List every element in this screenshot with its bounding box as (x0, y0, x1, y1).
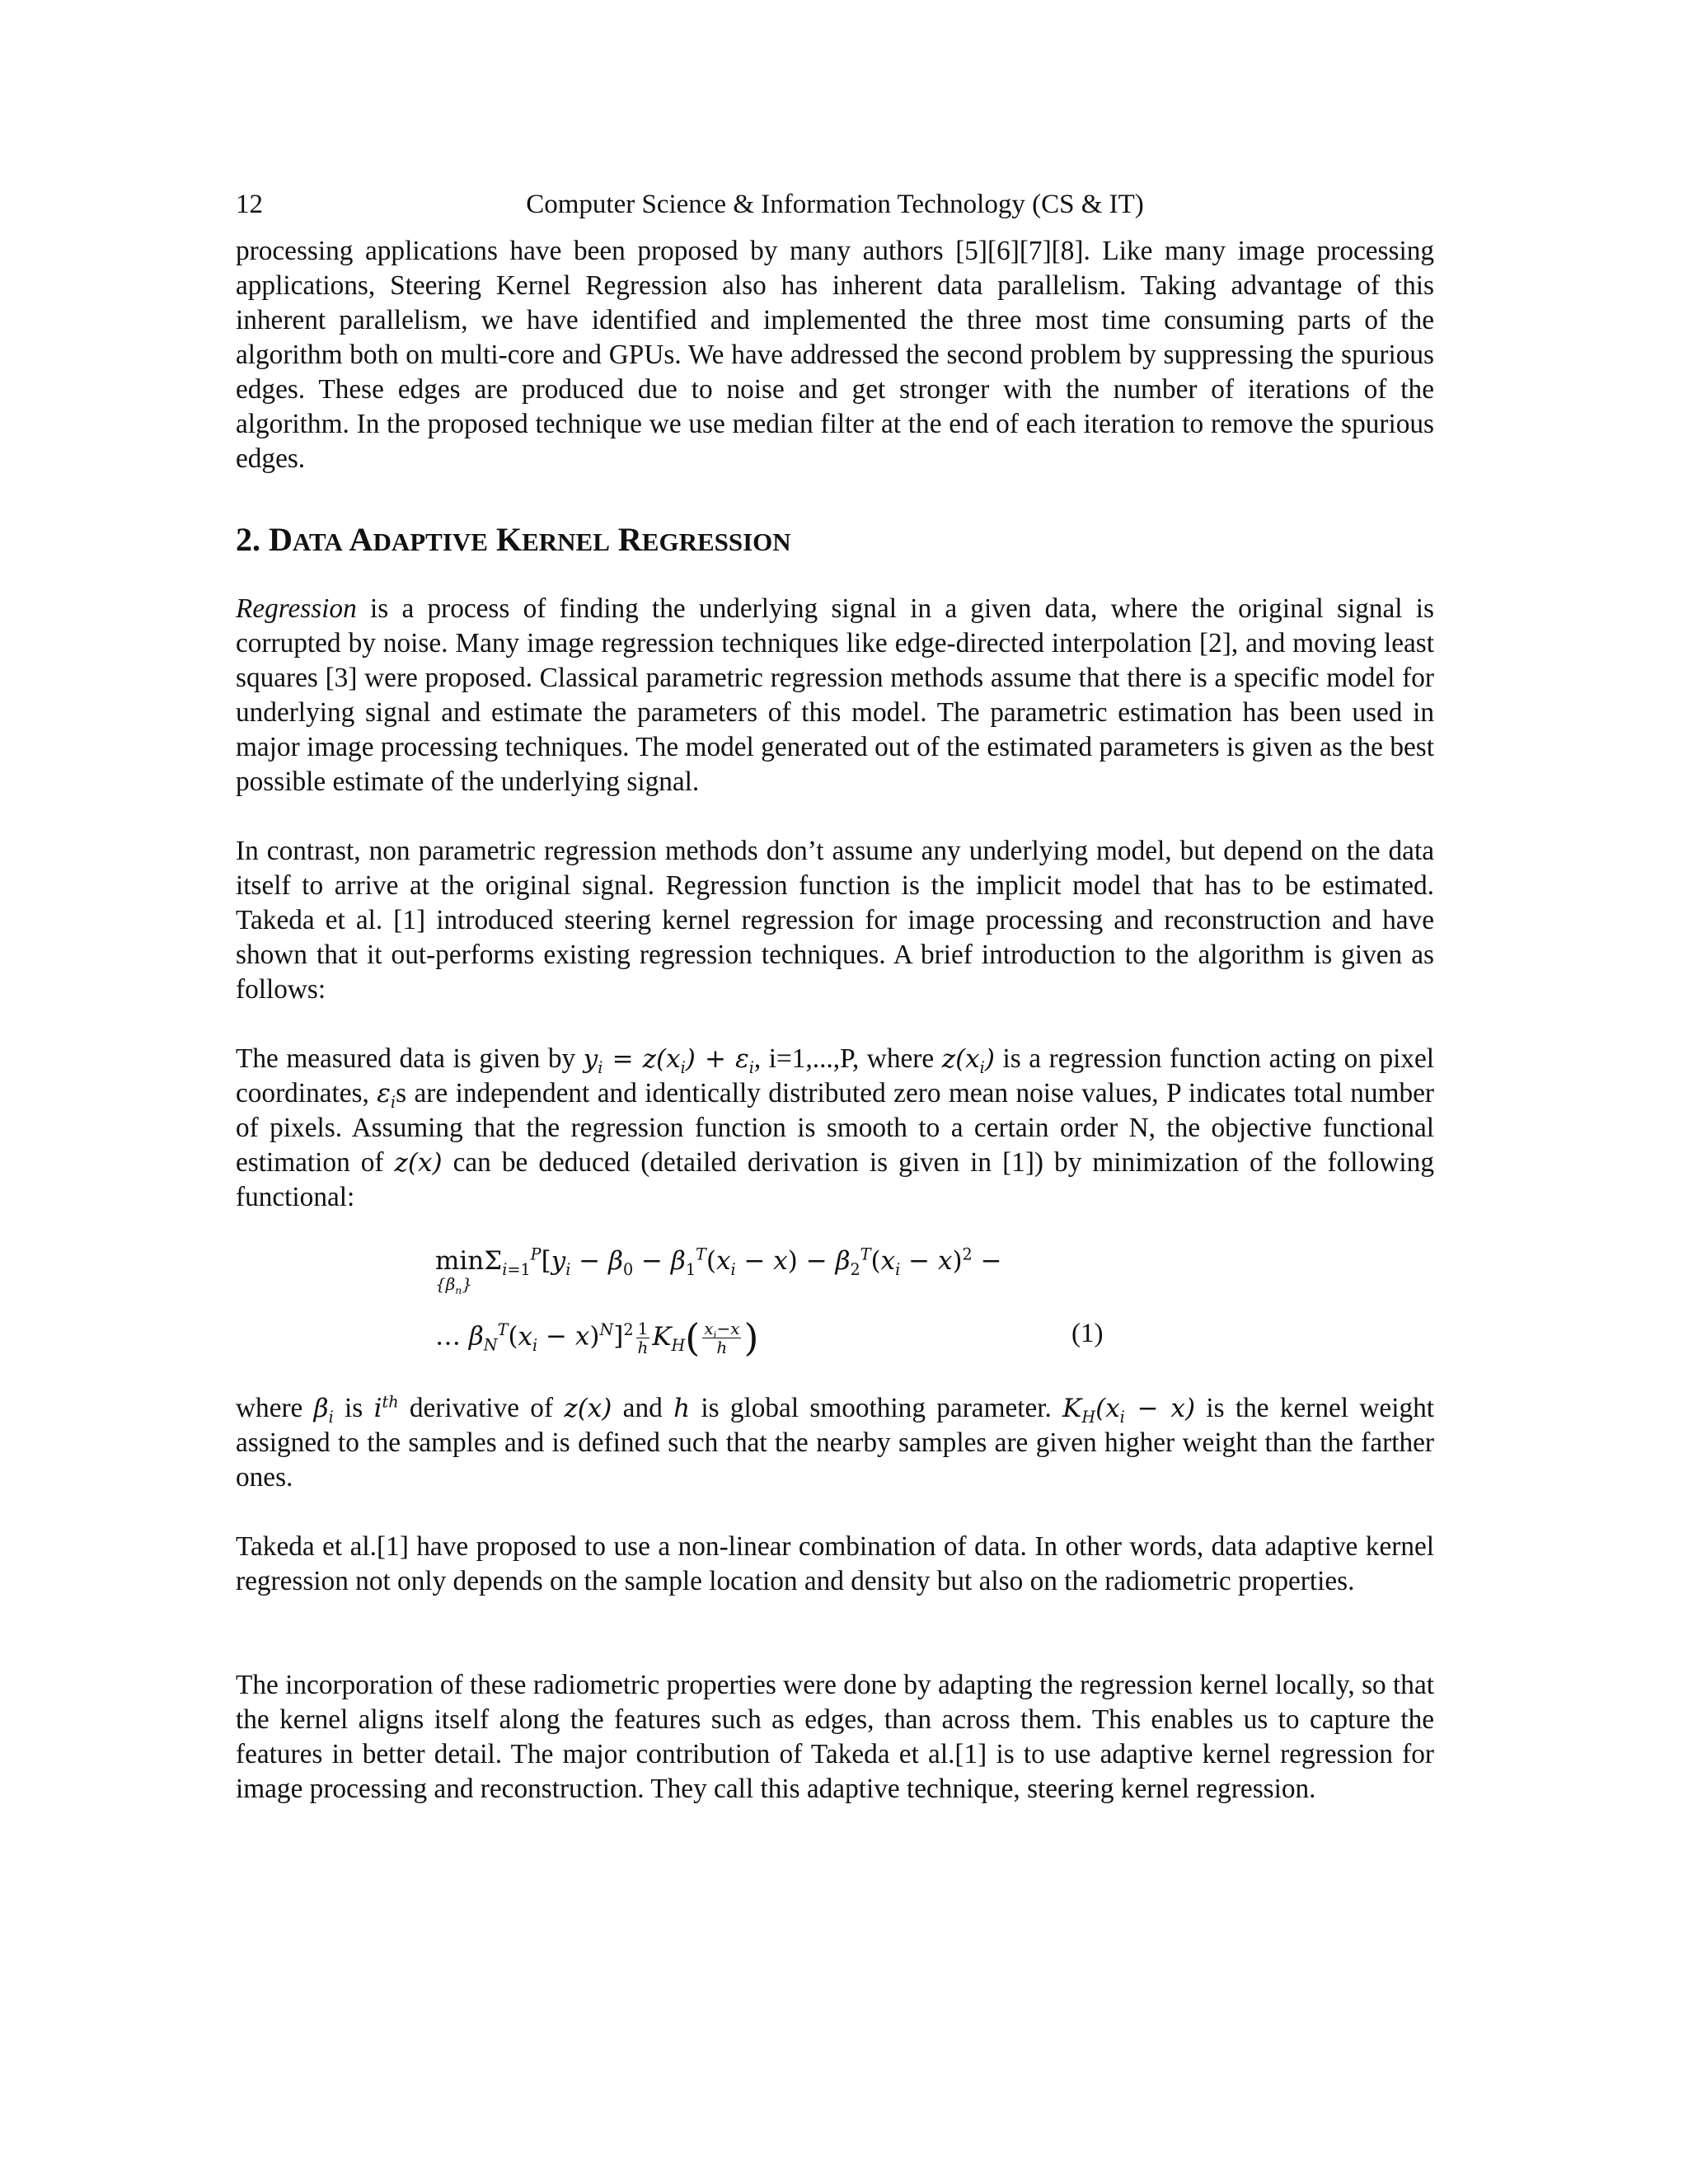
noise-symbol: $\varepsilon_i$ (377, 1079, 396, 1113)
kernel-symbol: $K_H(x_i - x)$ (1062, 1394, 1196, 1427)
heading-word: KERNEL (495, 521, 610, 558)
equation-1 (435, 1244, 1259, 1360)
regression-paragraph: Regression is a process of finding the underlying signal in a given data, where the original signal is corrupted by noise. Many image regression techniques like edge-directed interpolation [2], and moving least squares [3] were proposed. Classical parametric regression methods assume that there is a specific model for underlying signal and estimate the parameters of this model. The parametric estimation has been used in major image processing techniques. The model generated out of the estimated parameters is given as the best possible estimate of the underlying signal. (236, 593, 1434, 797)
section-number: 2. (236, 521, 260, 558)
heading-word: DATA (269, 521, 343, 558)
equation-line-2: … $\beta_N^T(x_i - x)^N]^2$ $\frac{1}{h}$ $K_H$( $\frac{x_i-x}{h}$ ) (435, 1315, 759, 1360)
page-header (236, 186, 1434, 223)
function-symbol: z(x) (564, 1394, 612, 1423)
takeda-paragraph: Takeda et al.[1] have proposed to use a non-linear combination of data. In other words, data adaptive kernel regression not only depends on the sample location and density but also on the radiometric properties. (236, 1531, 1434, 1596)
measured-data-paragraph: The measured data is given by $y_i = z(x_i) + \varepsilon_i$, i=1,...,P, where $z(x_i)$ is a regression function acting on pixel coordinates, $\varepsilon_is$ are independent and identically distributed zero mean noise values, P indicates total number of pixels. Assuming that the regression function is smooth to a certain order N, the objective functional estimation of z(x) can be deduced (detailed derivation is given in [1]) by minimization of the following functional: (236, 1043, 1435, 1212)
where-paragraph: where $\beta_i$ is $i^{th}$ derivative of z(x) and h is global smoothing parameter. $K_H(x_i - x)$ is the kernel weight assigned to the samples and is defined such that the nearby samples are given higher weight than the farther ones. (236, 1392, 1434, 1493)
ith-symbol: $i^{th}$ (373, 1392, 399, 1423)
equation-line-1: min $\{\beta_n\}$ $\Sigma_{i=1}^P[y_i - \beta_0 - \beta_1^T(x_i - x) - \beta_2^T(x_i - x)^2$ − (435, 1244, 1002, 1296)
equation-number: (1) (1071, 1319, 1104, 1348)
measurement-model-formula: $y_i = z(x_i) + \varepsilon_i$ (583, 1044, 754, 1078)
h-symbol: h (673, 1394, 691, 1423)
page-number: 12 (236, 190, 263, 219)
function-symbol: z(x) (394, 1148, 443, 1178)
heading-word: REGRESSION (617, 521, 791, 558)
intro-paragraph: processing applications have been proposed by many authors [5][6][7][8]. Like many image processing applications, Steering Kernel Regression also has inherent data parallelism. Taking advantage of this inherent parallelism, we have identified and implemented the three most time consuming parts of the algorithm both on multi-core and GPUs. We have addressed the second problem by suppressing the spurious edges. These edges are produced due to noise and get stronger with the number of iterations of the algorithm. In the proposed technique we use median filter at the end of each iteration to remove the spurious edges. (236, 236, 1434, 474)
regression-term: Regression (236, 593, 357, 624)
running-head: Computer Science & Information Technology (CS & IT) (526, 190, 1144, 219)
beta-symbol: $\beta_i$ (313, 1394, 334, 1427)
section-heading (236, 519, 791, 563)
heading-word: ADAPTIVE (349, 521, 488, 558)
incorporation-paragraph: The incorporation of these radiometric properties were done by adapting the regression kernel locally, so that the kernel aligns itself along the features such as edges, than across them. This enables us to capture the features in better detail. The major contribution of Takeda et al.[1] is to use adaptive kernel regression for image processing and reconstruction. They call this adaptive technique, steering kernel regression. (236, 1670, 1434, 1804)
contrast-paragraph: In contrast, non parametric regression methods don’t assume any underlying model, but depend on the data itself to arrive at the original signal. Regression function is the implicit model that has to be estimated. Takeda et al. [1] introduced steering kernel regression for image processing and reconstruction and have shown that it out-performs existing regression techniques. A brief introduction to the algorithm is given as follows: (236, 836, 1434, 1005)
regression-function-symbol: $z(x_i)$ (941, 1044, 995, 1078)
